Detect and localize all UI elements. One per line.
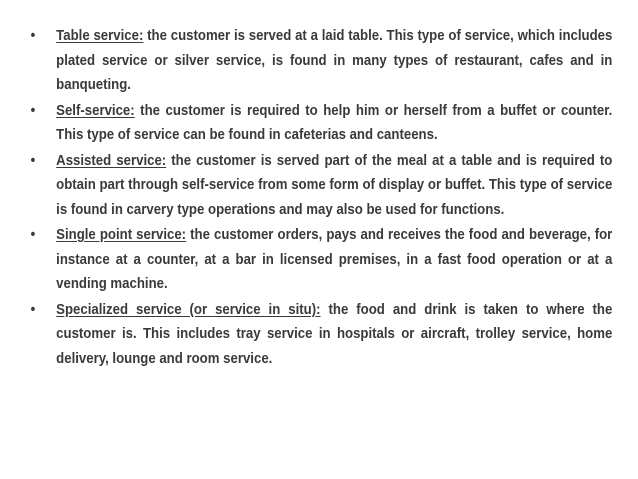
term-label: Single point service: bbox=[56, 226, 187, 243]
term-label: Assisted service: bbox=[56, 151, 167, 169]
term-description: the customer is served at a laid table. This type of service, which includes plated service or silver service, is found in many types of restaurant, cafes and in banqueting. bbox=[56, 27, 613, 93]
list-item-self-service bbox=[28, 99, 612, 148]
term-description: the food and drink is taken to where the customer is. This includes tray service in hospitals or aircraft, trolley service, home delivery, lounge and room service. bbox=[56, 300, 613, 367]
bullet-icon: • bbox=[30, 151, 36, 169]
list-item-single-point-service bbox=[28, 223, 612, 297]
term-label: Self-service: bbox=[56, 101, 135, 119]
service-types-list bbox=[28, 24, 612, 371]
bullet-icon: • bbox=[30, 300, 36, 318]
list-item-specialized-service bbox=[28, 298, 612, 372]
bullet-icon: • bbox=[30, 226, 36, 243]
list-item-assisted-service bbox=[28, 149, 612, 223]
list-item-table-service bbox=[28, 24, 612, 98]
term-description: the customer is served part of the meal at a table and is required to obtain part through self-service from some form of display or buffet. This type of service is found in carvery type operations and may also be used for functions. bbox=[56, 151, 613, 218]
term-description: the customer is required to help him or herself from a buffet or counter. This type of service can be found in cafeterias and canteens. bbox=[56, 101, 613, 143]
bullet-icon: • bbox=[30, 27, 36, 44]
term-label: Table service: bbox=[56, 27, 144, 44]
term-label: Specialized service (or service in situ): bbox=[56, 300, 321, 318]
slide-content bbox=[28, 24, 613, 372]
term-description: the customer orders, pays and receives the food and beverage, for instance at a counter, at a bar in licensed premises, in a fast food operation or at a vending machine. bbox=[56, 226, 613, 292]
bullet-icon: • bbox=[30, 101, 36, 119]
